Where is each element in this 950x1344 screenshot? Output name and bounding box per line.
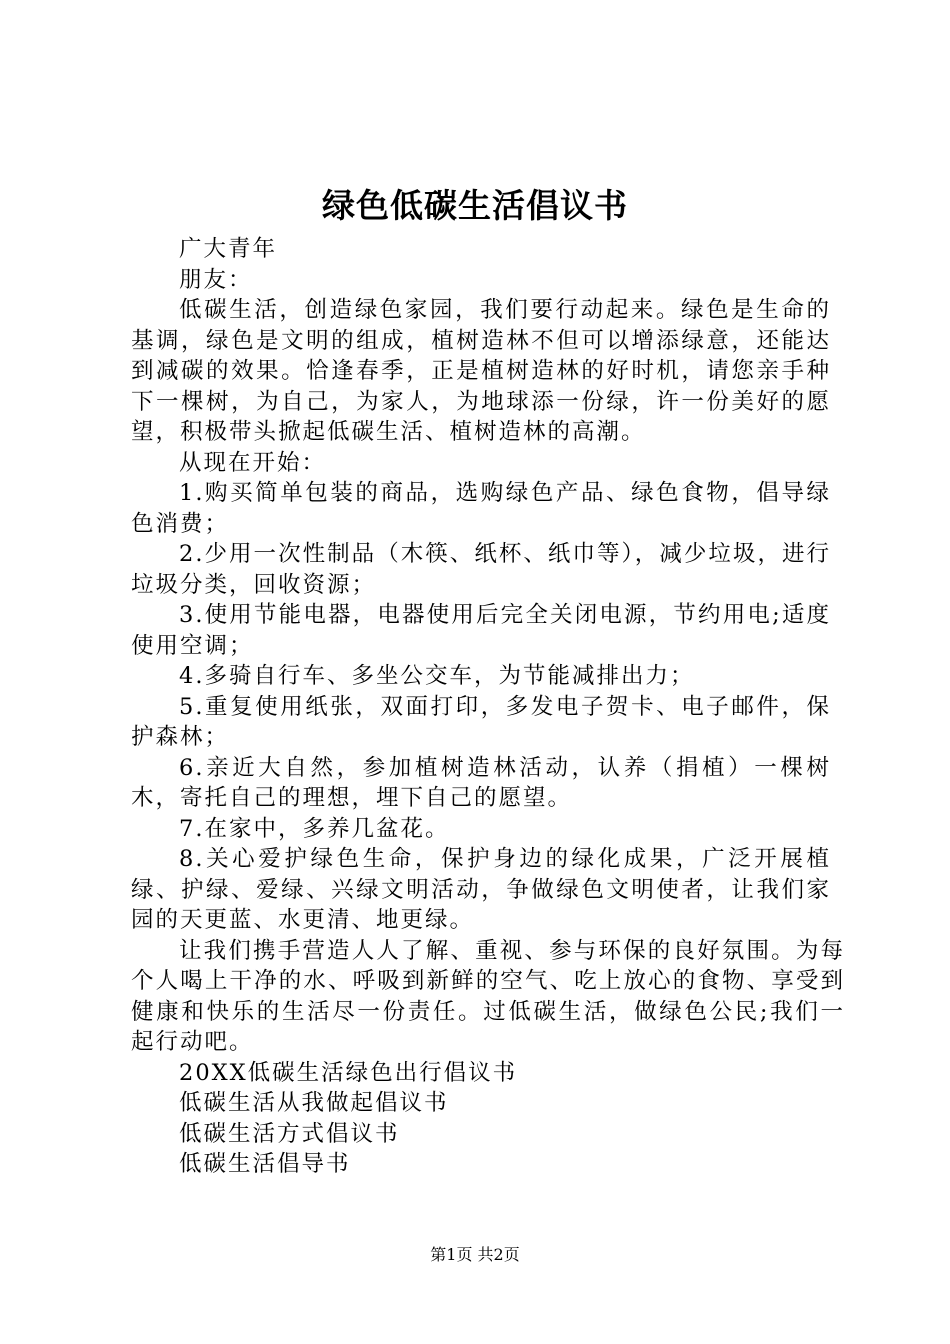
related-link-1: 20XX低碳生活绿色出行倡议书 xyxy=(179,1059,518,1086)
intro-paragraph: 低碳生活，创造绿色家园，我们要行动起来。绿色是生命的基调，绿色是文明的组成，植树造林不但可以增添绿意，还能达到减碳的效果。恰逢春季，正是植树造林的好时机，请您亲手种下一棵树，为自己，为家人，为地球添一份绿，许一份美好的愿望，积极带头掀起低碳生活、植树造林的高潮。 xyxy=(131,297,831,445)
salutation-line-2: 朋友： xyxy=(179,266,253,293)
document-body xyxy=(131,234,845,1180)
related-link-3: 低碳生活方式倡议书 xyxy=(179,1120,400,1147)
from-now-heading: 从现在开始： xyxy=(179,449,327,476)
document-title: 绿色低碳生活倡议书 xyxy=(322,186,628,225)
list-item-5: 5.重复使用纸张，双面打印，多发电子贺卡、电子邮件，保护森林； xyxy=(131,693,831,750)
list-item-1: 1.购买简单包装的商品，选购绿色产品、绿色食物，倡导绿色消费； xyxy=(131,480,831,537)
related-link-4: 低碳生活倡导书 xyxy=(179,1151,351,1177)
list-item-3: 3.使用节能电器，电器使用后完全关闭电源，节约用电;适度使用空调； xyxy=(131,602,831,659)
list-item-6: 6.亲近大自然，参加植树造林活动，认养（捐植）一棵树木，寄托自己的理想，埋下自己的愿望。 xyxy=(131,754,831,811)
closing-paragraph: 让我们携手营造人人了解、重视、参与环保的良好氛围。为每个人喝上干净的水、呼吸到新鲜的空气、吃上放心的食物、享受到健康和快乐的生活尽一份责任。过低碳生活，做绿色公民;我们一起行动吧。 xyxy=(131,937,845,1055)
list-item-2: 2.少用一次性制品（木筷、纸杯、纸巾等），减少垃圾，进行垃圾分类，回收资源； xyxy=(131,541,831,598)
related-link-2: 低碳生活从我做起倡议书 xyxy=(179,1090,449,1116)
list-item-7: 7.在家中，多养几盆花。 xyxy=(179,815,450,842)
salutation-line-1: 广大青年 xyxy=(179,236,278,262)
page-indicator: 第1页 共2页 xyxy=(430,1245,520,1264)
list-item-4: 4.多骑自行车、多坐公交车，为节能减排出力； xyxy=(179,663,695,689)
list-item-8: 8.关心爱护绿色生命，保护身边的绿化成果，广泛开展植绿、护绿、爱绿、兴绿文明活动，争做绿色文明使者，让我们家园的天更蓝、水更清、地更绿。 xyxy=(131,846,831,933)
